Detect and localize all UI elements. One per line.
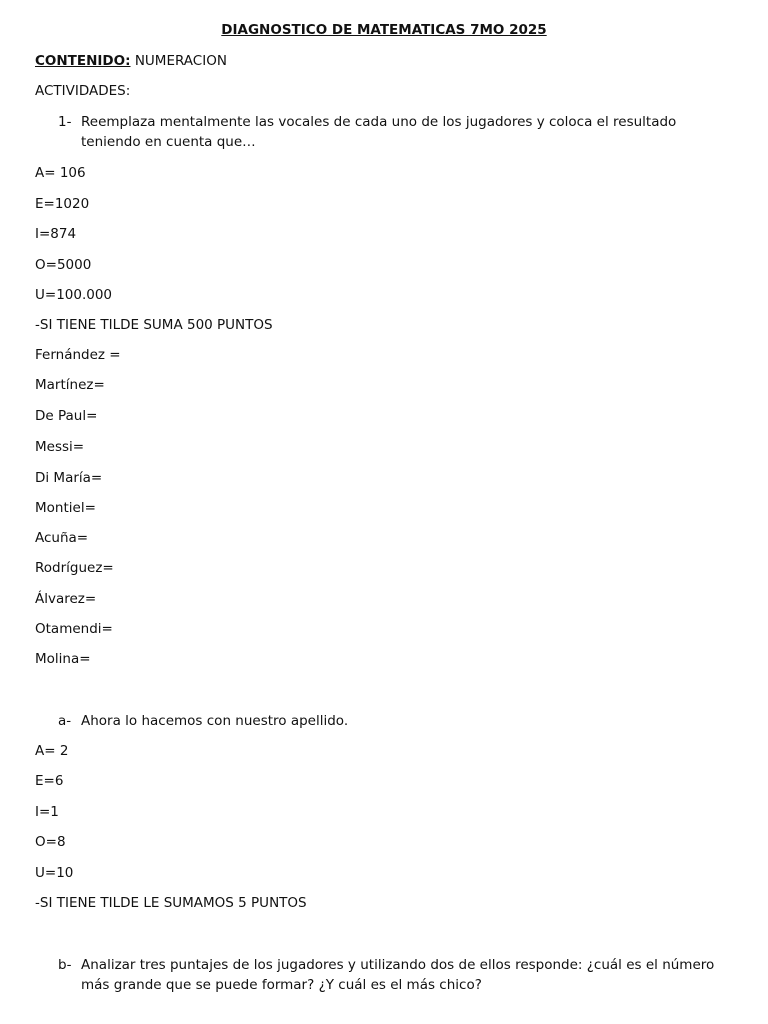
vowel-value-e: E=1020	[35, 196, 90, 212]
vowel-value-o-2: O=8	[35, 834, 66, 850]
player-line: Fernández =	[35, 347, 121, 363]
contenido-line	[35, 52, 227, 70]
activity-a-text: Ahora lo hacemos con nuestro apellido.	[81, 713, 349, 729]
activity-b-number: b-	[58, 957, 72, 973]
vowel-value-a: A= 106	[35, 165, 86, 181]
document-title: DIAGNOSTICO DE MATEMATICAS 7MO 2025	[221, 22, 547, 38]
vowel-value-a-2: A= 2	[35, 743, 69, 759]
player-line: Álvarez=	[35, 591, 97, 607]
contenido-label: CONTENIDO:	[35, 53, 131, 69]
player-line: Rodríguez=	[35, 560, 114, 576]
player-line: Martínez=	[35, 377, 105, 393]
tilde-rule-1: -SI TIENE TILDE SUMA 500 PUNTOS	[35, 317, 273, 333]
vowel-value-u-2: U=10	[35, 865, 74, 881]
activity-1-line-2: teniendo en cuenta que…	[81, 134, 256, 150]
player-line: Molina=	[35, 651, 91, 667]
player-line: Di María=	[35, 470, 103, 486]
player-line: De Paul=	[35, 408, 98, 424]
vowel-value-o: O=5000	[35, 257, 92, 273]
contenido-value: NUMERACION	[134, 53, 227, 69]
vowel-value-i: I=874	[35, 226, 77, 242]
activity-a-number: a-	[58, 713, 72, 729]
vowel-value-e-2: E=6	[35, 773, 64, 789]
activity-b-line-1: Analizar tres puntajes de los jugadores y utilizando dos de ellos responde: ¿cuál es el número	[81, 957, 715, 973]
player-line: Acuña=	[35, 530, 89, 546]
vowel-value-i-2: I=1	[35, 804, 59, 820]
activity-b-line-2: más grande que se puede formar? ¿Y cuál es el más chico?	[81, 977, 482, 993]
player-line: Messi=	[35, 439, 85, 455]
player-line: Otamendi=	[35, 621, 113, 637]
activity-1-line-1: Reemplaza mentalmente las vocales de cada uno de los jugadores y coloca el resultado	[81, 114, 677, 130]
vowel-value-u: U=100.000	[35, 287, 113, 303]
activity-1-number: 1-	[58, 114, 72, 130]
actividades-label: ACTIVIDADES:	[35, 83, 131, 99]
player-line: Montiel=	[35, 500, 96, 516]
tilde-rule-2: -SI TIENE TILDE LE SUMAMOS 5 PUNTOS	[35, 895, 307, 911]
